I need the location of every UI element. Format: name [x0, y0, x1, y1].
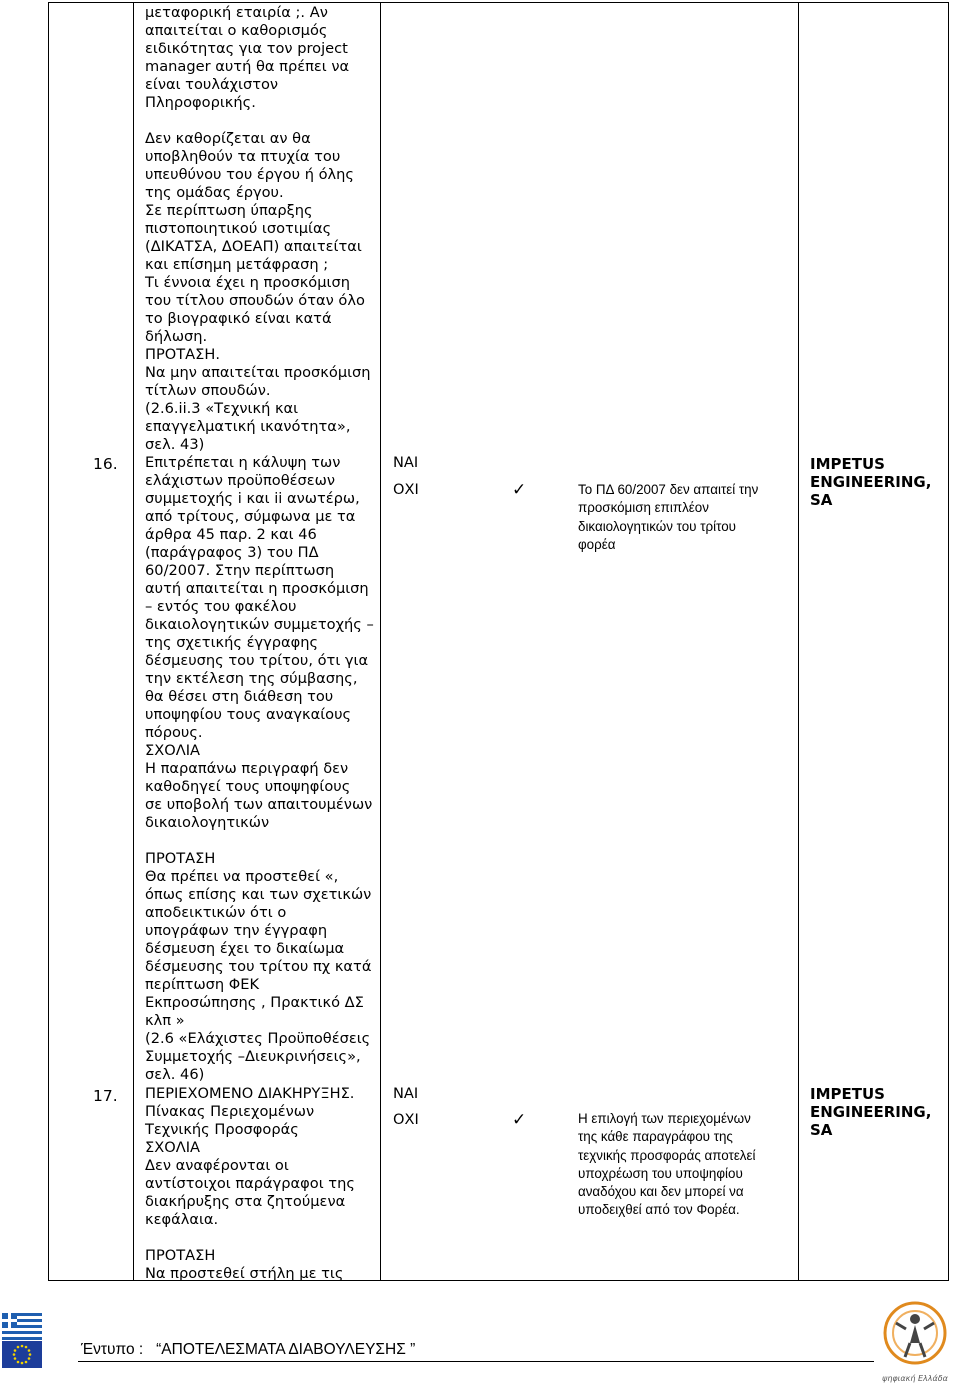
yes-option: ΝΑΙ	[393, 454, 419, 471]
digital-greece-logo-icon	[876, 1295, 954, 1385]
checkmark-icon: ✓	[512, 480, 527, 500]
form-label: Έντυπο : “ΑΠΟΤΕΛΕΣΜΑΤΑ ΔΙΑΒΟΥΛΕΥΣΗΣ ”	[81, 1341, 416, 1358]
row-17-text: ΠΕΡΙΕΧΟΜΕΝΟ ΔΙΑΚΗΡΥΞΗΣ. Πίνακας Περιεχομένων Τεχνικής Προσφοράς ΣΧΟΛΙΑ Δεν αναφέρονται οι αντίστοιχοι παράγραφοι της διακήρυξης στα ζητούμενα κεφάλαια. ΠΡΟΤΑΣΗ Να προστεθεί στήλη με τις	[145, 1085, 355, 1282]
column-divider	[380, 3, 381, 1280]
no-option: ΟΧΙ	[393, 1111, 419, 1128]
no-option: ΟΧΙ	[393, 481, 419, 498]
checkmark-icon: ✓	[512, 1110, 527, 1130]
row-number: 16.	[93, 455, 118, 473]
row-16-company: IMPETUS ENGINEERING, SA	[810, 455, 932, 509]
row-17-response: Η επιλογή των περιεχομένων της κάθε παραγράφου της τεχνικής προσφοράς αποτελεί υποχρέωση του υποψηφίου αναδόχου και δεν μπορεί να υποδειχθεί από τον Φορέα.	[578, 1111, 756, 1218]
row-16-text: Επιτρέπεται η κάλυψη των ελάχιστων προϋποθέσεων συμμετοχής i και ii ανωτέρω, από τρίτους, σύμφωνα με τα άρθρα 45 παρ. 2 και 46 (παράγραφος 3) του ΠΔ 60/2007. Στην περίπτωση αυτή απαιτείται η προσκόμιση – εντός του φακέλου δικαιολογητικών συμμετοχής – της σχετικής έγγραφης δέσμευσης του τρίτου, ότι για την εκτέλεση της σύμβασης, θα θέσει στη διάθεση του υποψηφίου τους αναγκαίους πόρους. ΣΧΟΛΙΑ Η παραπάνω περιγραφή δεν καθοδηγεί τους υποψηφίους σε υποβολή των απαιτουμένων δικαιολογητικών ΠΡΟΤΑΣΗ Θα πρέπει να προστεθεί «, όπως επίσης και των σχετικών αποδεικτικών ότι ο υπογράφων την έγγραφη δέσμευση έχει το δικαίωμα δέσμευσης του τρίτου πχ κατά περίπτωση ΦΕΚ Εκπροσώπησης , Πρακτικό ΔΣ κλπ » (2.6 «Ελάχιστες Προϋποθέσεις Συμμετοχής –Διευκρινήσεις», σελ. 46)	[145, 454, 374, 1083]
row-17-company: IMPETUS ENGINEERING, SA	[810, 1085, 932, 1139]
column-divider	[798, 3, 799, 1280]
logo-wordmark: ψηφιακή Ελλάδα	[882, 1374, 948, 1383]
eu-flag-icon	[2, 1341, 42, 1368]
row-16-response: Το ΠΔ 60/2007 δεν απαιτεί την προσκόμιση επιπλέον δικαιολογητικών του τρίτου φορέα	[578, 482, 759, 552]
footer-divider	[78, 1361, 874, 1362]
greek-flag-icon	[2, 1313, 42, 1340]
row-number: 17.	[93, 1087, 118, 1105]
column-divider	[133, 3, 134, 1280]
yes-option: ΝΑΙ	[393, 1085, 419, 1102]
row-15-text-continued: μεταφορική εταιρία ;. Αν απαιτείται ο καθορισμός ειδικότητας για τον project manager αυτή θα πρέπει να είναι τουλάχιστον Πληροφορικής. Δεν καθορίζεται αν θα υποβληθούν τα πτυχία του υπευθύνου του έργου ή όλης της ομάδας έργου. Σε περίπτωση ύπαρξης πιστοποιητικού ισοτιμίας (ΔΙΚΑΤΣΑ, ΔΟΕΑΠ) απαιτείται και επίσημη μετάφραση ; Τι έννοια έχει η προσκόμιση του τίτλου σπουδών όταν όλο το βιογραφικό είναι κατά δήλωση. ΠΡΟΤΑΣΗ. Να μην απαιτείται προσκόμιση τίτλων σπουδών. (2.6.ii.3 «Τεχνική και επαγγελματική ικανότητα», σελ. 43)	[145, 4, 371, 453]
